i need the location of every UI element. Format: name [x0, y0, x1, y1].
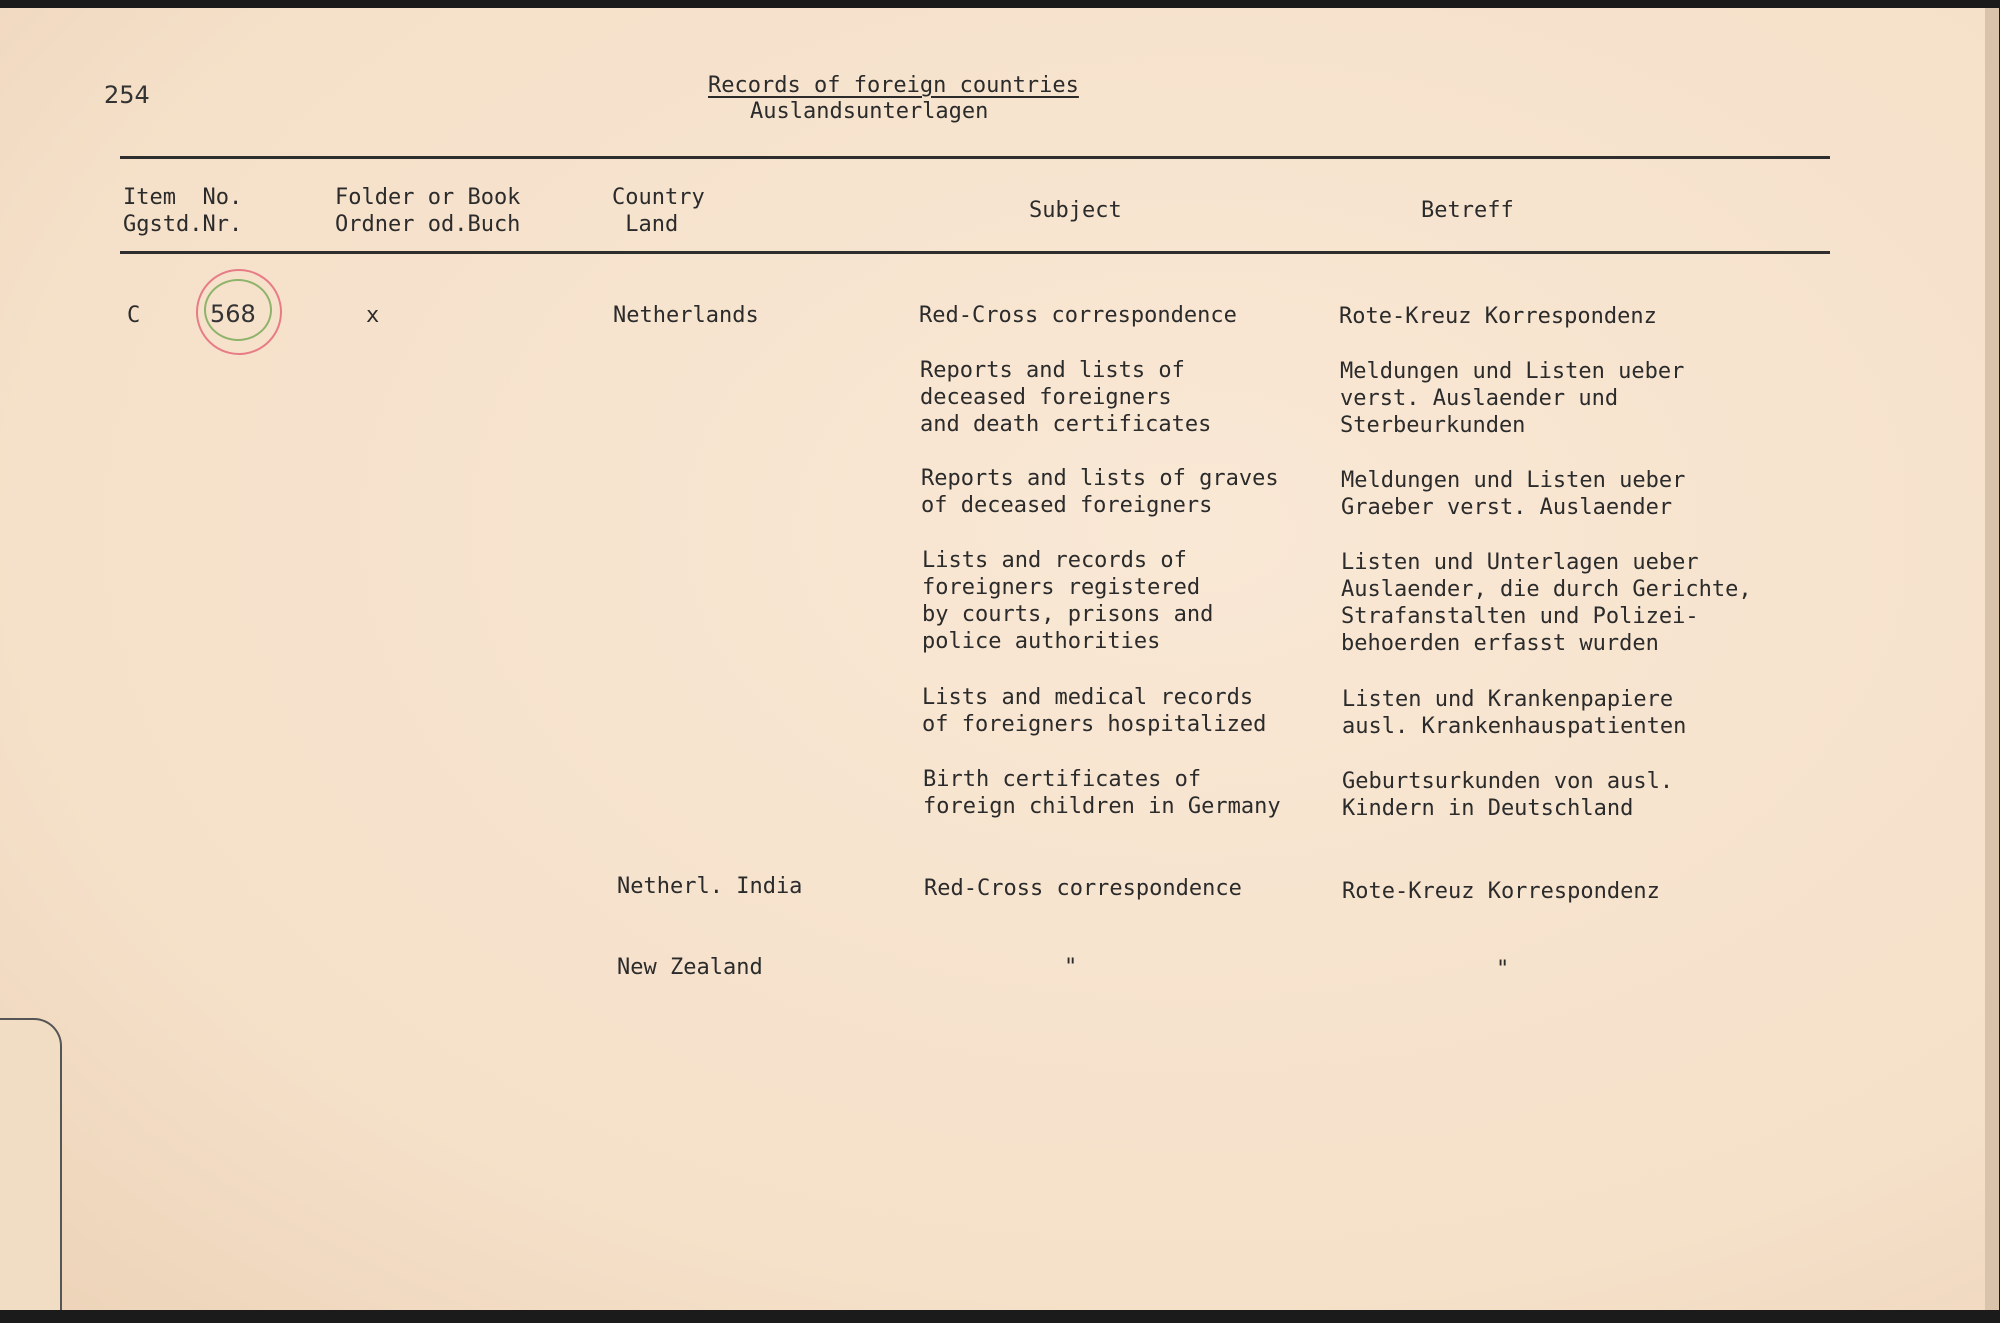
subject-line: foreigners registered [922, 575, 1201, 600]
header-betreff: Betreff [1421, 198, 1514, 223]
betreff-line: ausl. Krankenhauspatienten [1342, 714, 1687, 739]
subject-line: deceased foreigners [920, 385, 1172, 410]
subject-line: police authorities [922, 629, 1161, 654]
betreff-line: Rote-Kreuz Korrespondenz [1339, 304, 1657, 329]
subject-line: Reports and lists of graves [921, 466, 1279, 491]
header-item-no-de: Ggstd.Nr. [123, 212, 243, 237]
header-country-en: Country [612, 185, 705, 210]
betreff-line: Listen und Unterlagen ueber [1341, 550, 1699, 575]
betreff-line: Meldungen und Listen ueber [1340, 359, 1685, 384]
betreff-line: Geburtsurkunden von ausl. [1342, 769, 1674, 794]
subject-line: Lists and records of [922, 548, 1187, 573]
ditto-mark: " [1064, 955, 1078, 980]
header-country-de: Land [612, 212, 679, 237]
betreff-line: Listen und Krankenpapiere [1342, 687, 1674, 712]
betreff-line: Kindern in Deutschland [1342, 796, 1634, 821]
betreff-line: Rote-Kreuz Korrespondenz [1342, 879, 1660, 904]
country-new-zealand: New Zealand [617, 955, 763, 980]
header-folder-de: Ordner od.Buch [335, 212, 521, 237]
subject-line: and death certificates [920, 412, 1212, 437]
subject-line: Birth certificates of [923, 767, 1202, 792]
page-bottom-edge [0, 1310, 2000, 1323]
subject-line: Red-Cross correspondence [924, 876, 1242, 901]
country-netherlands: Netherlands [613, 303, 759, 328]
binder-tab [0, 1018, 62, 1310]
betreff-line: behoerden erfasst wurden [1341, 631, 1659, 656]
header-bottom-rule [120, 251, 1830, 254]
betreff-line: verst. Auslaender und [1340, 386, 1619, 411]
item-letter: C [127, 303, 141, 328]
folder-mark: x [366, 303, 380, 328]
betreff-line: Strafanstalten und Polizei- [1341, 604, 1699, 629]
subject-line: Lists and medical records [922, 685, 1254, 710]
subject-line: Reports and lists of [920, 358, 1185, 383]
subject-line: of deceased foreigners [921, 493, 1213, 518]
betreff-line: Auslaender, die durch Gerichte, [1341, 577, 1752, 602]
betreff-line: Graeber verst. Auslaender [1341, 495, 1673, 520]
header-item-no-en: Item No. [123, 185, 243, 210]
subject-line: Red-Cross correspondence [919, 303, 1237, 328]
subject-line: foreign children in Germany [923, 794, 1281, 819]
page-number: 254 [104, 81, 150, 109]
item-number: 568 [210, 300, 256, 328]
betreff-line: Sterbeurkunden [1340, 413, 1526, 438]
page-subtitle: Auslandsunterlagen [750, 99, 989, 124]
header-folder-en: Folder or Book [335, 185, 521, 210]
header-subject: Subject [1029, 198, 1122, 223]
document-page [0, 8, 1999, 1310]
country-netherl-india: Netherl. India [617, 874, 803, 899]
page-title: Records of foreign countries [708, 73, 1079, 98]
ditto-mark: " [1496, 957, 1510, 982]
betreff-line: Meldungen und Listen ueber [1341, 468, 1686, 493]
header-top-rule [120, 156, 1830, 159]
subject-line: of foreigners hospitalized [922, 712, 1267, 737]
subject-line: by courts, prisons and [922, 602, 1214, 627]
